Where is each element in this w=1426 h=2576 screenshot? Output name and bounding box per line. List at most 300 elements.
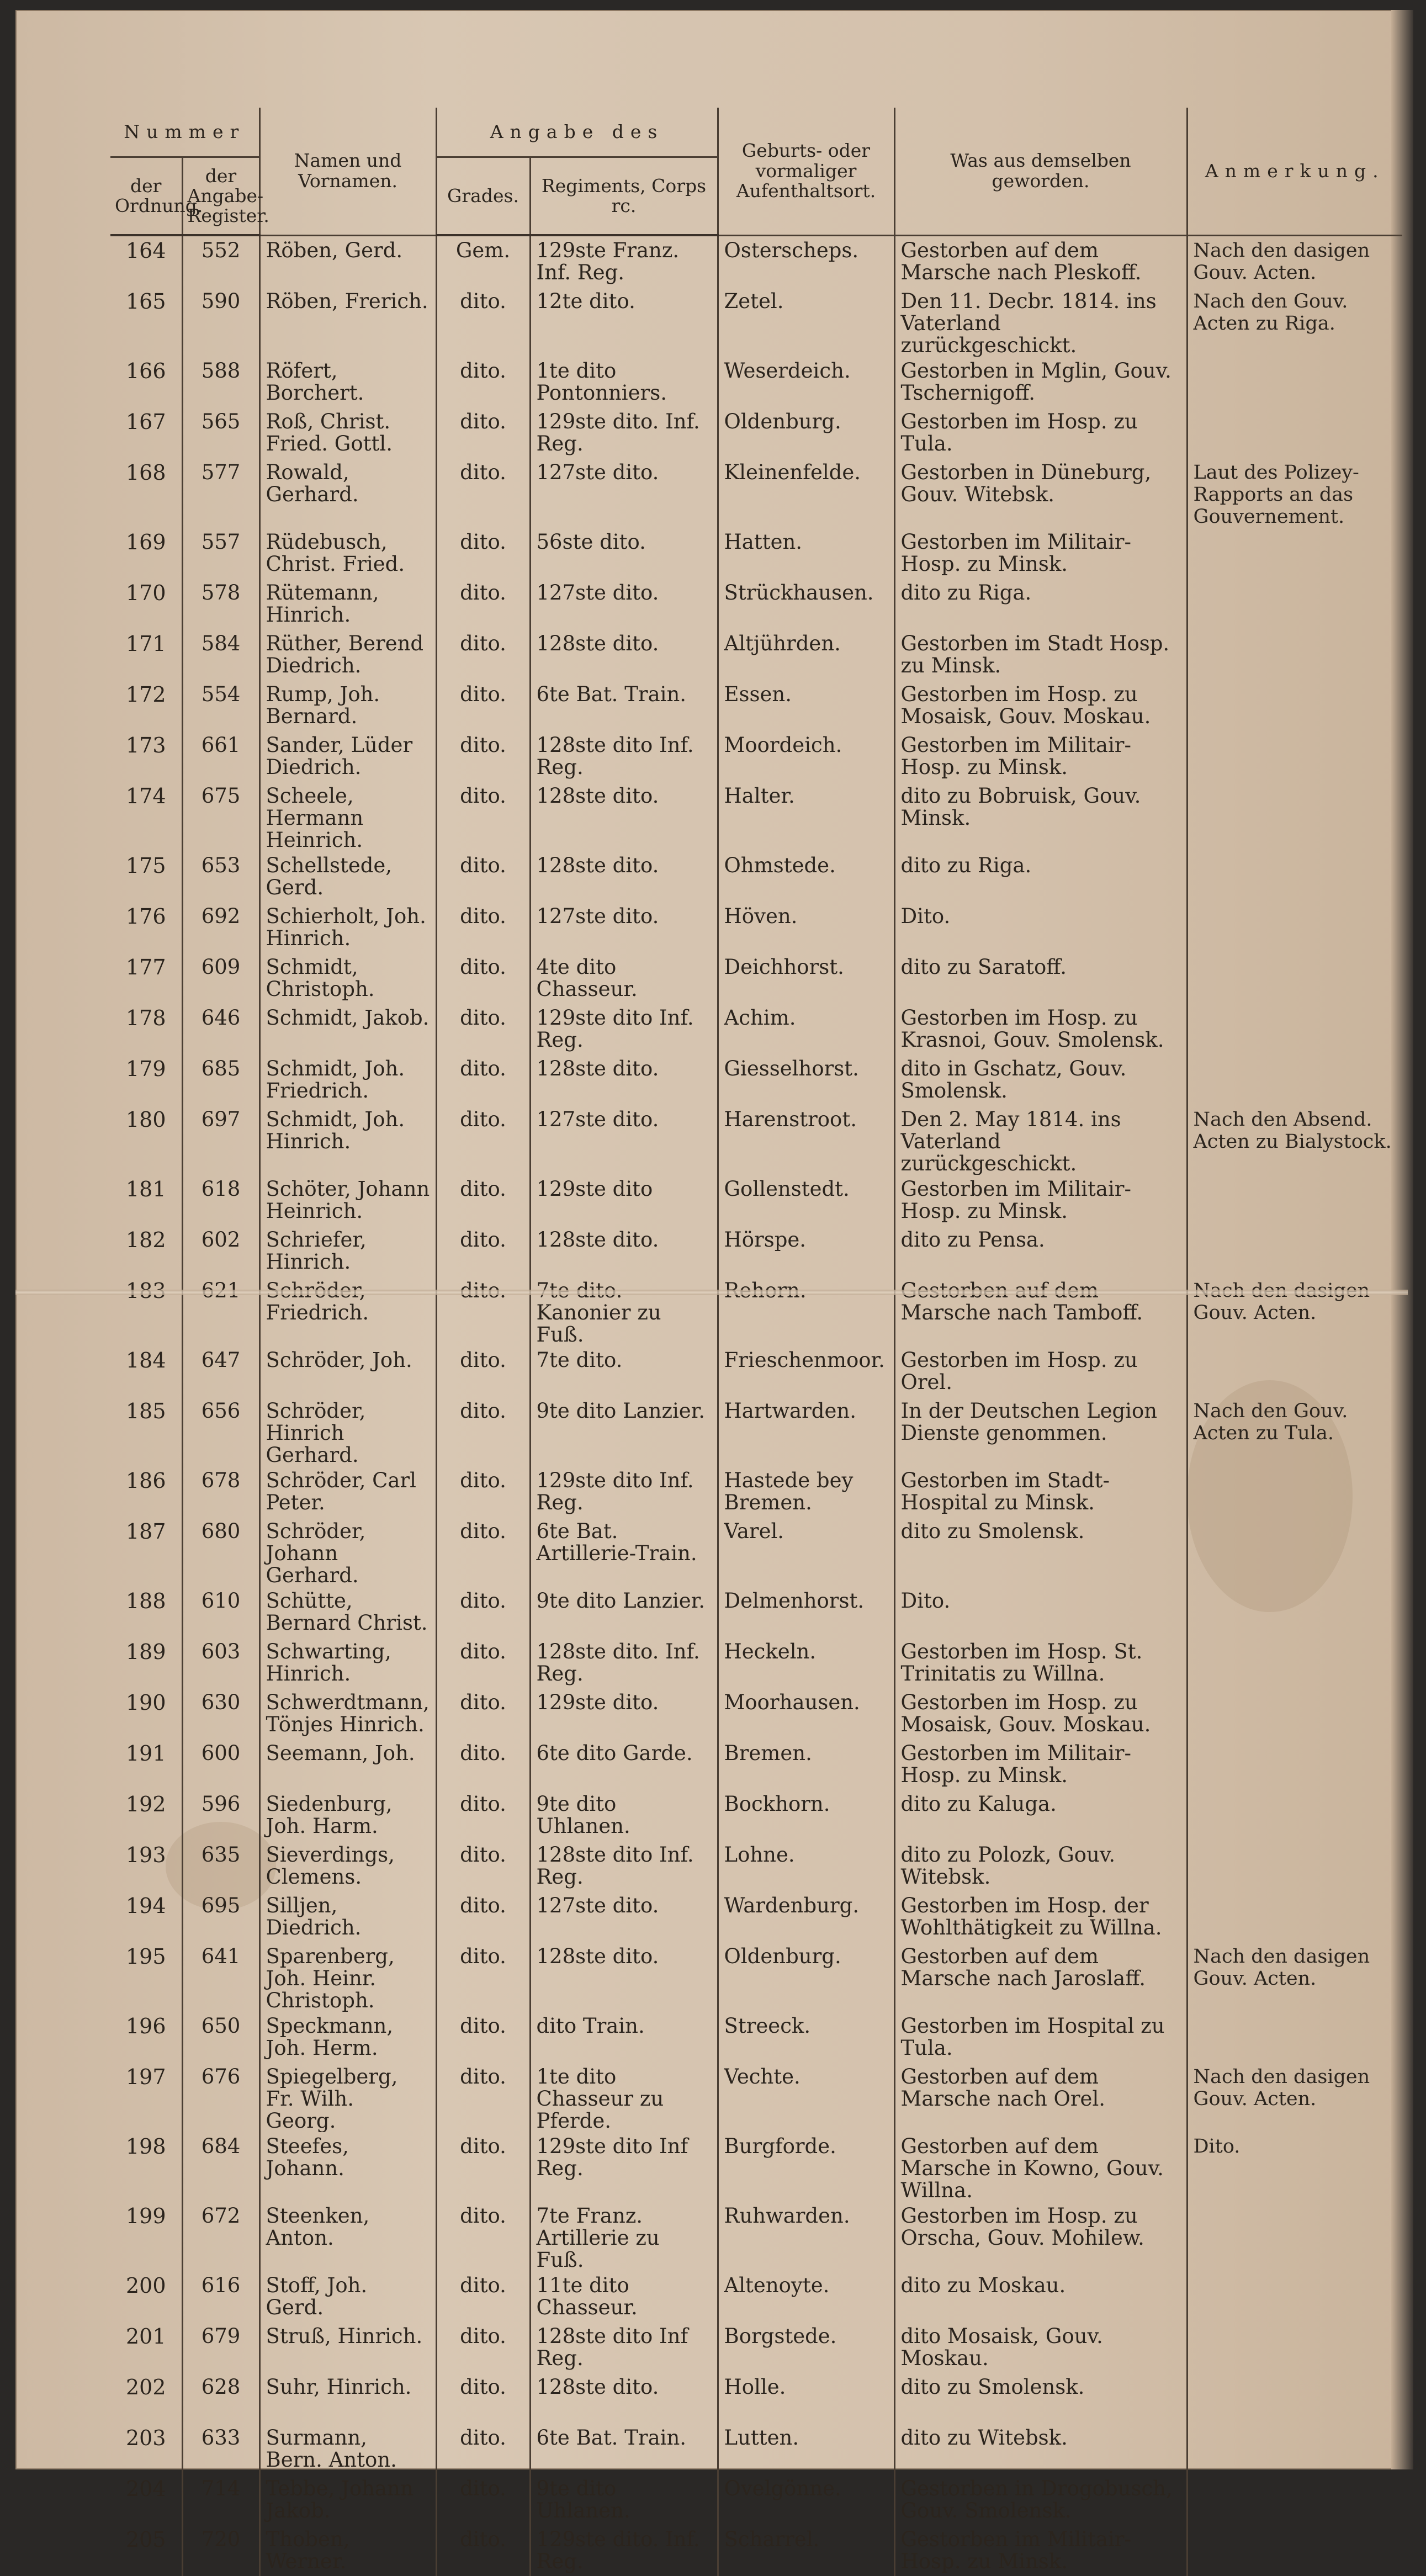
fate-cell: dito zu Kaluga. bbox=[894, 1790, 1187, 1841]
table-row bbox=[110, 407, 1402, 458]
birthplace-cell: Hörspe. bbox=[718, 1226, 894, 1276]
birthplace-cell: Heckeln. bbox=[718, 1637, 894, 1688]
regiment-cell: 9te dito Lanzier. bbox=[530, 1397, 718, 1466]
fate-cell: Dito. bbox=[894, 902, 1187, 953]
register-number-cell: 565 bbox=[182, 407, 259, 458]
person-name-cell: Rowald, Gerhard. bbox=[259, 458, 436, 528]
person-name-cell: Stoff, Joh. Gerd. bbox=[259, 2271, 436, 2322]
grade-cell: dito. bbox=[436, 407, 530, 458]
table-row bbox=[110, 1841, 1402, 1891]
birthplace-cell: Hastede bey Bremen. bbox=[718, 1466, 894, 1517]
birthplace-cell: Delmenhorst. bbox=[718, 1587, 894, 1637]
table-row bbox=[110, 629, 1402, 680]
person-name-cell: Friedrich. bbox=[259, 1276, 436, 1346]
remark-cell bbox=[1187, 1891, 1402, 1942]
person-name-cell: Steenken, Anton. bbox=[259, 2202, 436, 2271]
grade-cell: dito. bbox=[436, 2202, 530, 2271]
row-number-cell: 170 bbox=[125, 581, 166, 605]
regiment-cell: 128ste dito. bbox=[530, 1054, 718, 1105]
fate-cell: Gestorben im Hospital zu Tula. bbox=[894, 2012, 1187, 2063]
remark-cell bbox=[1187, 1466, 1402, 1517]
grade-cell: dito. bbox=[436, 1004, 530, 1054]
remark-cell bbox=[1187, 1739, 1402, 1790]
birthplace-cell: Altjührden. bbox=[718, 629, 894, 680]
register-number-cell: 590 bbox=[182, 287, 259, 357]
birthplace-cell: Scharrel. bbox=[718, 2525, 894, 2576]
fate-cell: dito zu Smolensk. bbox=[894, 1517, 1187, 1587]
table-row bbox=[110, 1637, 1402, 1688]
remark-cell bbox=[1187, 2474, 1402, 2525]
person-name-cell: Roß, Christ. Fried. Gottl. bbox=[259, 407, 436, 458]
person-name-cell: Schröder, Hinrich Gerhard. bbox=[259, 1397, 436, 1466]
row-number-cell: 178 bbox=[125, 1006, 166, 1030]
grade-cell: dito. bbox=[436, 1397, 530, 1466]
row-number-cell: 192 bbox=[125, 1792, 166, 1816]
regiment-cell: 128ste dito. bbox=[530, 629, 718, 680]
regiment-cell: 9te dito Uhlanen. bbox=[530, 2474, 718, 2525]
grade-cell: dito. bbox=[436, 287, 530, 357]
row-number-cell: 187 bbox=[125, 1519, 166, 1544]
register-number-cell: 584 bbox=[182, 629, 259, 680]
remark-cell bbox=[1187, 1587, 1402, 1637]
row-number-cell: 167 bbox=[125, 410, 166, 434]
regiment-cell: 1te dito Pontonniers. bbox=[530, 357, 718, 407]
row-number-cell bbox=[110, 1276, 182, 1346]
header-was-geworden: Was aus demselben geworden. bbox=[894, 108, 1187, 235]
table-row bbox=[110, 851, 1402, 902]
grade-cell: dito. bbox=[436, 1739, 530, 1790]
person-name-cell: Rump, Joh. Bernard. bbox=[259, 680, 436, 731]
person-name-cell: Thoben, Werner. bbox=[259, 2525, 436, 2576]
fate-cell: In der Deutschen Legion Dienste genommen. bbox=[894, 1397, 1187, 1466]
row-number-cell: 179 bbox=[125, 1057, 166, 1081]
register-number-cell: 685 bbox=[182, 1054, 259, 1105]
remark-cell bbox=[1187, 851, 1402, 902]
birthplace-cell: Essen. bbox=[718, 680, 894, 731]
fate-cell: Gestorben in Mglin, Gouv. Tschernigoff. bbox=[894, 357, 1187, 407]
fate-cell: dito zu Witebsk. bbox=[894, 2424, 1187, 2474]
person-name-cell: Schwerdtmann, Tönjes Hinrich. bbox=[259, 1688, 436, 1739]
table-row bbox=[110, 1346, 1402, 1397]
person-name-cell: Sparenberg, Joh. Heinr. Christoph. bbox=[259, 1942, 436, 2012]
remark-cell bbox=[1187, 579, 1402, 629]
regiment-cell: 129ste dito bbox=[530, 1175, 718, 1226]
person-name-cell: Röben, Frerich. bbox=[259, 287, 436, 357]
remark-cell: Nach den Gouv. Acten zu Riga. bbox=[1187, 287, 1402, 357]
table-row bbox=[110, 680, 1402, 731]
birthplace-cell: Oldenburg. bbox=[718, 1942, 894, 2012]
birthplace-cell: Moorhausen. bbox=[718, 1688, 894, 1739]
fate-cell: Marsche nach Tamboff. bbox=[894, 1276, 1187, 1346]
remark-cell bbox=[1187, 1688, 1402, 1739]
regiment-cell: 127ste dito. bbox=[530, 458, 718, 528]
person-name-cell: Schierholt, Joh. Hinrich. bbox=[259, 902, 436, 953]
row-number-cell: 191 bbox=[125, 1741, 166, 1766]
person-name-cell: Speckmann, Joh. Herm. bbox=[259, 2012, 436, 2063]
regiment-cell: 127ste dito. bbox=[530, 1105, 718, 1175]
grade-cell: dito. bbox=[436, 2063, 530, 2132]
remark-cell bbox=[1187, 2271, 1402, 2322]
table-row bbox=[110, 1004, 1402, 1054]
person-name-cell: Rütemann, Hinrich. bbox=[259, 579, 436, 629]
row-number-cell: 177 bbox=[125, 955, 166, 979]
birthplace-cell: Ohmstede. bbox=[718, 851, 894, 902]
header-namen: Namen und Vornamen. bbox=[259, 108, 436, 235]
register-number-cell: 684 bbox=[182, 2132, 259, 2202]
register-number-cell: 656 bbox=[182, 1397, 259, 1466]
register-number-cell: 714 bbox=[182, 2474, 259, 2525]
regiment-cell: 127ste dito. bbox=[530, 1891, 718, 1942]
register-number-cell: 578 bbox=[182, 579, 259, 629]
row-number-cell: 202 bbox=[125, 2375, 166, 2399]
table-row bbox=[110, 235, 1402, 287]
remark-cell: Nach den Gouv. Acten zu Tula. bbox=[1187, 1397, 1402, 1466]
regiment-cell: 127ste dito. bbox=[530, 579, 718, 629]
table-row bbox=[110, 2373, 1402, 2424]
birthplace-cell: Borgstede. bbox=[718, 2322, 894, 2373]
person-name-cell: Schröder, Carl Peter. bbox=[259, 1466, 436, 1517]
fate-cell: Gestorben im Militair-Hosp. zu Minsk. bbox=[894, 2525, 1187, 2576]
regiment-cell: 128ste dito. bbox=[530, 1226, 718, 1276]
person-name-cell: Rüdebusch, Christ. Fried. bbox=[259, 528, 436, 579]
remark-cell bbox=[1187, 1346, 1402, 1397]
table-row bbox=[110, 458, 1402, 528]
row-number-cell: 205 bbox=[125, 2527, 166, 2552]
register-number-cell: 680 bbox=[182, 1517, 259, 1587]
person-name-cell: Silljen, Diedrich. bbox=[259, 1891, 436, 1942]
birthplace-cell: Kleinenfelde. bbox=[718, 458, 894, 528]
birthplace-cell: Streeck. bbox=[718, 2012, 894, 2063]
birthplace-cell: Hatten. bbox=[718, 528, 894, 579]
row-number-cell: 181 bbox=[125, 1177, 166, 1201]
row-number-cell: 180 bbox=[125, 1107, 166, 1132]
row-number-cell: 188 bbox=[125, 1589, 166, 1613]
fate-cell: Gestorben im Militair-Hosp. zu Minsk. bbox=[894, 1175, 1187, 1226]
remark-cell bbox=[1187, 2424, 1402, 2474]
row-number-cell: 185 bbox=[125, 1399, 166, 1423]
remark-cell bbox=[1187, 1226, 1402, 1276]
table-row bbox=[110, 2132, 1402, 2202]
person-name-cell: Steefes, Johann. bbox=[259, 2132, 436, 2202]
regiment-cell: 128ste dito. bbox=[530, 782, 718, 851]
table-row bbox=[110, 1517, 1402, 1587]
register-number-cell: 678 bbox=[182, 1466, 259, 1517]
register-number-cell: 695 bbox=[182, 1891, 259, 1942]
fate-cell: Dito. bbox=[894, 1587, 1187, 1637]
register-number-cell: 653 bbox=[182, 851, 259, 902]
grade-cell: dito. bbox=[436, 1517, 530, 1587]
fate-cell: dito zu Pensa. bbox=[894, 1226, 1187, 1276]
row-number-cell: 176 bbox=[125, 904, 166, 929]
table-row bbox=[110, 1397, 1402, 1466]
table-row bbox=[110, 1466, 1402, 1517]
table-row bbox=[110, 953, 1402, 1004]
row-number-cell: 194 bbox=[125, 1894, 166, 1918]
grade-cell: dito. bbox=[436, 1226, 530, 1276]
fate-cell: dito zu Riga. bbox=[894, 851, 1187, 902]
fate-cell: Gestorben in Drogobusch, Gouv. Smolensk. bbox=[894, 2474, 1187, 2525]
regiment-cell: 127ste dito. bbox=[530, 902, 718, 953]
regiment-cell: 129ste Franz. Inf. Reg. bbox=[530, 235, 718, 287]
birthplace-cell: Höven. bbox=[718, 902, 894, 953]
remark-cell bbox=[1187, 629, 1402, 680]
row-number-cell: 195 bbox=[125, 1944, 166, 1969]
register-number-cell: 577 bbox=[182, 458, 259, 528]
regiment-cell: 128ste dito Inf. Reg. bbox=[530, 731, 718, 782]
fate-cell: Gestorben im Hosp. zu Mosaisk, Gouv. Moskau. bbox=[894, 680, 1187, 731]
grade-cell: dito. bbox=[436, 528, 530, 579]
grade-cell: dito. bbox=[436, 458, 530, 528]
row-number-cell: 196 bbox=[125, 2014, 166, 2038]
person-name-cell: Schmidt, Jakob. bbox=[259, 1004, 436, 1054]
register-number-cell: 600 bbox=[182, 1739, 259, 1790]
grade-cell: dito. bbox=[436, 2424, 530, 2474]
remark-cell bbox=[1187, 902, 1402, 953]
row-number-cell: 199 bbox=[125, 2204, 166, 2228]
row-number-cell: 200 bbox=[125, 2273, 166, 2298]
row-number-cell: 171 bbox=[125, 632, 166, 656]
remark-cell bbox=[1187, 407, 1402, 458]
register-number-cell: 646 bbox=[182, 1004, 259, 1054]
register-number-cell: 609 bbox=[182, 953, 259, 1004]
row-number-cell: 193 bbox=[125, 1843, 166, 1867]
fate-cell: dito zu Bobruisk, Gouv. Minsk. bbox=[894, 782, 1187, 851]
row-number-cell: 166 bbox=[125, 359, 166, 383]
register-number-cell: 552 bbox=[182, 235, 259, 287]
grade-cell bbox=[436, 1276, 530, 1346]
register-number-cell: 633 bbox=[182, 2424, 259, 2474]
header-der-ordnung: der Ordnung. bbox=[110, 157, 182, 236]
grade-cell: dito. bbox=[436, 1637, 530, 1688]
regiment-cell: 128ste dito. bbox=[530, 2373, 718, 2424]
register-number-cell: 641 bbox=[182, 1942, 259, 2012]
table-row bbox=[110, 731, 1402, 782]
grade-cell: dito. bbox=[436, 2322, 530, 2373]
person-name-cell: Struß, Hinrich. bbox=[259, 2322, 436, 2373]
remark-cell bbox=[1187, 1517, 1402, 1587]
birthplace-cell: Deichhorst. bbox=[718, 953, 894, 1004]
register-number-cell: 697 bbox=[182, 1105, 259, 1175]
birthplace-cell: Gollenstedt. bbox=[718, 1175, 894, 1226]
fate-cell: dito zu Polozk, Gouv. Witebsk. bbox=[894, 1841, 1187, 1891]
table-row bbox=[110, 528, 1402, 579]
header-der-angabe-register: der Angabe-Register. bbox=[182, 157, 259, 236]
birthplace-cell: Weserdeich. bbox=[718, 357, 894, 407]
remark-cell bbox=[1187, 1841, 1402, 1891]
birthplace-cell: Moordeich. bbox=[718, 731, 894, 782]
regiment-cell: 6te Bat. Train. bbox=[530, 680, 718, 731]
person-name-cell: Suhr, Hinrich. bbox=[259, 2373, 436, 2424]
person-name-cell: Schröder, Joh. bbox=[259, 1346, 436, 1397]
table-row bbox=[110, 1054, 1402, 1105]
birthplace-cell: Oldenburg. bbox=[718, 407, 894, 458]
grade-cell: dito. bbox=[436, 680, 530, 731]
row-number-cell: 169 bbox=[125, 530, 166, 554]
grade-cell: dito. bbox=[436, 953, 530, 1004]
table-row bbox=[110, 2063, 1402, 2132]
birthplace-cell: Giesselhorst. bbox=[718, 1054, 894, 1105]
register-number-cell: 616 bbox=[182, 2271, 259, 2322]
fate-cell: Gestorben im Militair-Hosp. zu Minsk. bbox=[894, 528, 1187, 579]
register-number-cell: 720 bbox=[182, 2525, 259, 2576]
person-name-cell: Sieverdings, Clemens. bbox=[259, 1841, 436, 1891]
birthplace-cell: Vechte. bbox=[718, 2063, 894, 2132]
regiment-cell: Kanonier zu Fuß. bbox=[530, 1276, 718, 1346]
birthplace-cell: Frieschenmoor. bbox=[718, 1346, 894, 1397]
fate-cell: Gestorben im Hosp. zu Mosaisk, Gouv. Moskau. bbox=[894, 1688, 1187, 1739]
fate-cell: Gestorben im Hosp. zu Orel. bbox=[894, 1346, 1187, 1397]
table-row bbox=[110, 902, 1402, 953]
remark-cell bbox=[1187, 2322, 1402, 2373]
person-name-cell: Sander, Lüder Diedrich. bbox=[259, 731, 436, 782]
person-name-cell: Röfert, Borchert. bbox=[259, 357, 436, 407]
table-row bbox=[110, 1688, 1402, 1739]
grade-cell: dito. bbox=[436, 1891, 530, 1942]
person-name-cell: Schwarting, Hinrich. bbox=[259, 1637, 436, 1688]
register-number-cell: 554 bbox=[182, 680, 259, 731]
table-row bbox=[110, 1105, 1402, 1175]
grade-cell: dito. bbox=[436, 2525, 530, 2576]
regiment-cell: 129ste dito Inf Reg. bbox=[530, 2132, 718, 2202]
header-geburtsort: Geburts- oder vormaliger Aufenthaltsort. bbox=[718, 108, 894, 235]
fate-cell: dito zu Riga. bbox=[894, 579, 1187, 629]
table-row bbox=[110, 782, 1402, 851]
fate-cell: Den 11. Decbr. 1814. ins Vaterland zurückgeschickt. bbox=[894, 287, 1187, 357]
grade-cell: dito. bbox=[436, 1175, 530, 1226]
row-number-cell: 168 bbox=[125, 460, 166, 485]
remark-cell: Nach den dasigen Gouv. Acten. bbox=[1187, 235, 1402, 287]
remark-cell: Laut des Polizey-Rapports an das Gouvernement. bbox=[1187, 458, 1402, 528]
birthplace-cell: Ovelgönne. bbox=[718, 2474, 894, 2525]
grade-cell: dito. bbox=[436, 1841, 530, 1891]
person-name-cell: Schröder, Johann Gerhard. bbox=[259, 1517, 436, 1587]
regiment-cell: 128ste dito Inf Reg. bbox=[530, 2322, 718, 2373]
remark-cell bbox=[1187, 1054, 1402, 1105]
register-number-cell: 610 bbox=[182, 1587, 259, 1637]
table-row bbox=[110, 2424, 1402, 2474]
register-number-cell: 647 bbox=[182, 1346, 259, 1397]
remark-cell bbox=[1187, 1175, 1402, 1226]
person-name-cell: Seemann, Joh. bbox=[259, 1739, 436, 1790]
grade-cell: dito. bbox=[436, 2012, 530, 2063]
regiment-cell: 12te dito. bbox=[530, 287, 718, 357]
birthplace-cell: Strückhausen. bbox=[718, 579, 894, 629]
fate-cell: dito zu Smolensk. bbox=[894, 2373, 1187, 2424]
person-name-cell: Schütte, Bernard Christ. bbox=[259, 1587, 436, 1637]
row-number-cell: 175 bbox=[125, 854, 166, 878]
regiment-cell: 6te Bat. Train. bbox=[530, 2424, 718, 2474]
table-row bbox=[110, 2525, 1402, 2576]
grade-cell: dito. bbox=[436, 1587, 530, 1637]
regiment-cell: 128ste dito. bbox=[530, 1942, 718, 2012]
table-row bbox=[110, 1891, 1402, 1942]
fate-cell: dito zu Saratoff. bbox=[894, 953, 1187, 1004]
regiment-cell: 129ste dito Inf. Reg. bbox=[530, 1004, 718, 1054]
birthplace-cell bbox=[718, 1276, 894, 1346]
remark-cell: Gouv. Acten. bbox=[1187, 1276, 1402, 1346]
register-number-cell: 676 bbox=[182, 2063, 259, 2132]
birthplace-cell: Holle. bbox=[718, 2373, 894, 2424]
person-name-cell: Schmidt, Joh. Friedrich. bbox=[259, 1054, 436, 1105]
table-row bbox=[110, 2474, 1402, 2525]
register-table bbox=[110, 108, 1402, 2576]
table-row bbox=[110, 1175, 1402, 1226]
regiment-cell: 6te Bat. Artillerie-Train. bbox=[530, 1517, 718, 1587]
grade-cell: dito. bbox=[436, 629, 530, 680]
regiment-cell: 1te dito Chasseur zu Pferde. bbox=[530, 2063, 718, 2132]
remark-cell bbox=[1187, 731, 1402, 782]
birthplace-cell: Lohne. bbox=[718, 1841, 894, 1891]
remark-cell bbox=[1187, 782, 1402, 851]
regiment-cell: 9te dito Uhlanen. bbox=[530, 1790, 718, 1841]
person-name-cell: Röben, Gerd. bbox=[259, 235, 436, 287]
table-row bbox=[110, 357, 1402, 407]
table-row bbox=[110, 1942, 1402, 2012]
table-row bbox=[110, 579, 1402, 629]
regiment-cell: 128ste dito. Inf. Reg. bbox=[530, 1637, 718, 1688]
person-name-cell: Spiegelberg, Fr. Wilh. Georg. bbox=[259, 2063, 436, 2132]
register-number-cell: 596 bbox=[182, 1790, 259, 1841]
row-number-cell: 182 bbox=[125, 1228, 166, 1252]
grade-cell: dito. bbox=[436, 579, 530, 629]
fate-cell: Gestorben im Hosp. zu Orscha, Gouv. Mohilew. bbox=[894, 2202, 1187, 2271]
fate-cell: Gestorben im Hosp. der Wohlthätigkeit zu Willna. bbox=[894, 1891, 1187, 1942]
fate-cell: Gestorben im Militair-Hosp. zu Minsk. bbox=[894, 1739, 1187, 1790]
birthplace-cell: Lutten. bbox=[718, 2424, 894, 2474]
row-number-cell: 190 bbox=[125, 1690, 166, 1715]
grade-cell: dito. bbox=[436, 1790, 530, 1841]
row-number-cell: 164 bbox=[125, 238, 166, 263]
fate-cell: dito in Gschatz, Gouv. Smolensk. bbox=[894, 1054, 1187, 1105]
table-row bbox=[110, 2012, 1402, 2063]
remark-cell bbox=[1187, 2202, 1402, 2271]
table-row bbox=[110, 1739, 1402, 1790]
regiment-cell: 129ste dito. bbox=[530, 1688, 718, 1739]
header-regiments: Regiments, Corps rc. bbox=[530, 157, 718, 236]
grade-cell: dito. bbox=[436, 1466, 530, 1517]
table-row bbox=[110, 2202, 1402, 2271]
page-fold bbox=[15, 1290, 1408, 1295]
grade-cell: dito. bbox=[436, 1942, 530, 2012]
regiment-cell: 11te dito Chasseur. bbox=[530, 2271, 718, 2322]
fate-cell: Gestorben auf dem Marsche nach Pleskoff. bbox=[894, 235, 1187, 287]
regiment-cell: 129ste dito Inf. Reg. bbox=[530, 1466, 718, 1517]
birthplace-cell: Hartwarden. bbox=[718, 1397, 894, 1466]
person-name-cell: Scheele, Hermann Heinrich. bbox=[259, 782, 436, 851]
remark-cell bbox=[1187, 2525, 1402, 2576]
table-header bbox=[110, 108, 1402, 235]
person-name-cell: Schriefer, Hinrich. bbox=[259, 1226, 436, 1276]
grade-cell: dito. bbox=[436, 1105, 530, 1175]
fate-cell: Gestorben im Hosp. zu Tula. bbox=[894, 407, 1187, 458]
row-number-cell: 198 bbox=[125, 2134, 166, 2159]
grade-cell: dito. bbox=[436, 782, 530, 851]
remark-cell bbox=[1187, 2012, 1402, 2063]
birthplace-cell: Ruhwarden. bbox=[718, 2202, 894, 2271]
regiment-cell: 128ste dito. bbox=[530, 851, 718, 902]
remark-cell: Dito. bbox=[1187, 2132, 1402, 2202]
table-row bbox=[110, 2322, 1402, 2373]
grade-cell: dito. bbox=[436, 1688, 530, 1739]
regiment-cell: 128ste dito Inf. Reg. bbox=[530, 1841, 718, 1891]
birthplace-cell: Osterscheps. bbox=[718, 235, 894, 287]
register-number-cell: 603 bbox=[182, 1637, 259, 1688]
table-row bbox=[110, 1226, 1402, 1276]
table-row bbox=[110, 1587, 1402, 1637]
fate-cell: Gestorben auf dem Marsche nach Jaroslaff. bbox=[894, 1942, 1187, 2012]
fate-cell: Gestorben in Düneburg, Gouv. Witebsk. bbox=[894, 458, 1187, 528]
register-number-cell: 650 bbox=[182, 2012, 259, 2063]
